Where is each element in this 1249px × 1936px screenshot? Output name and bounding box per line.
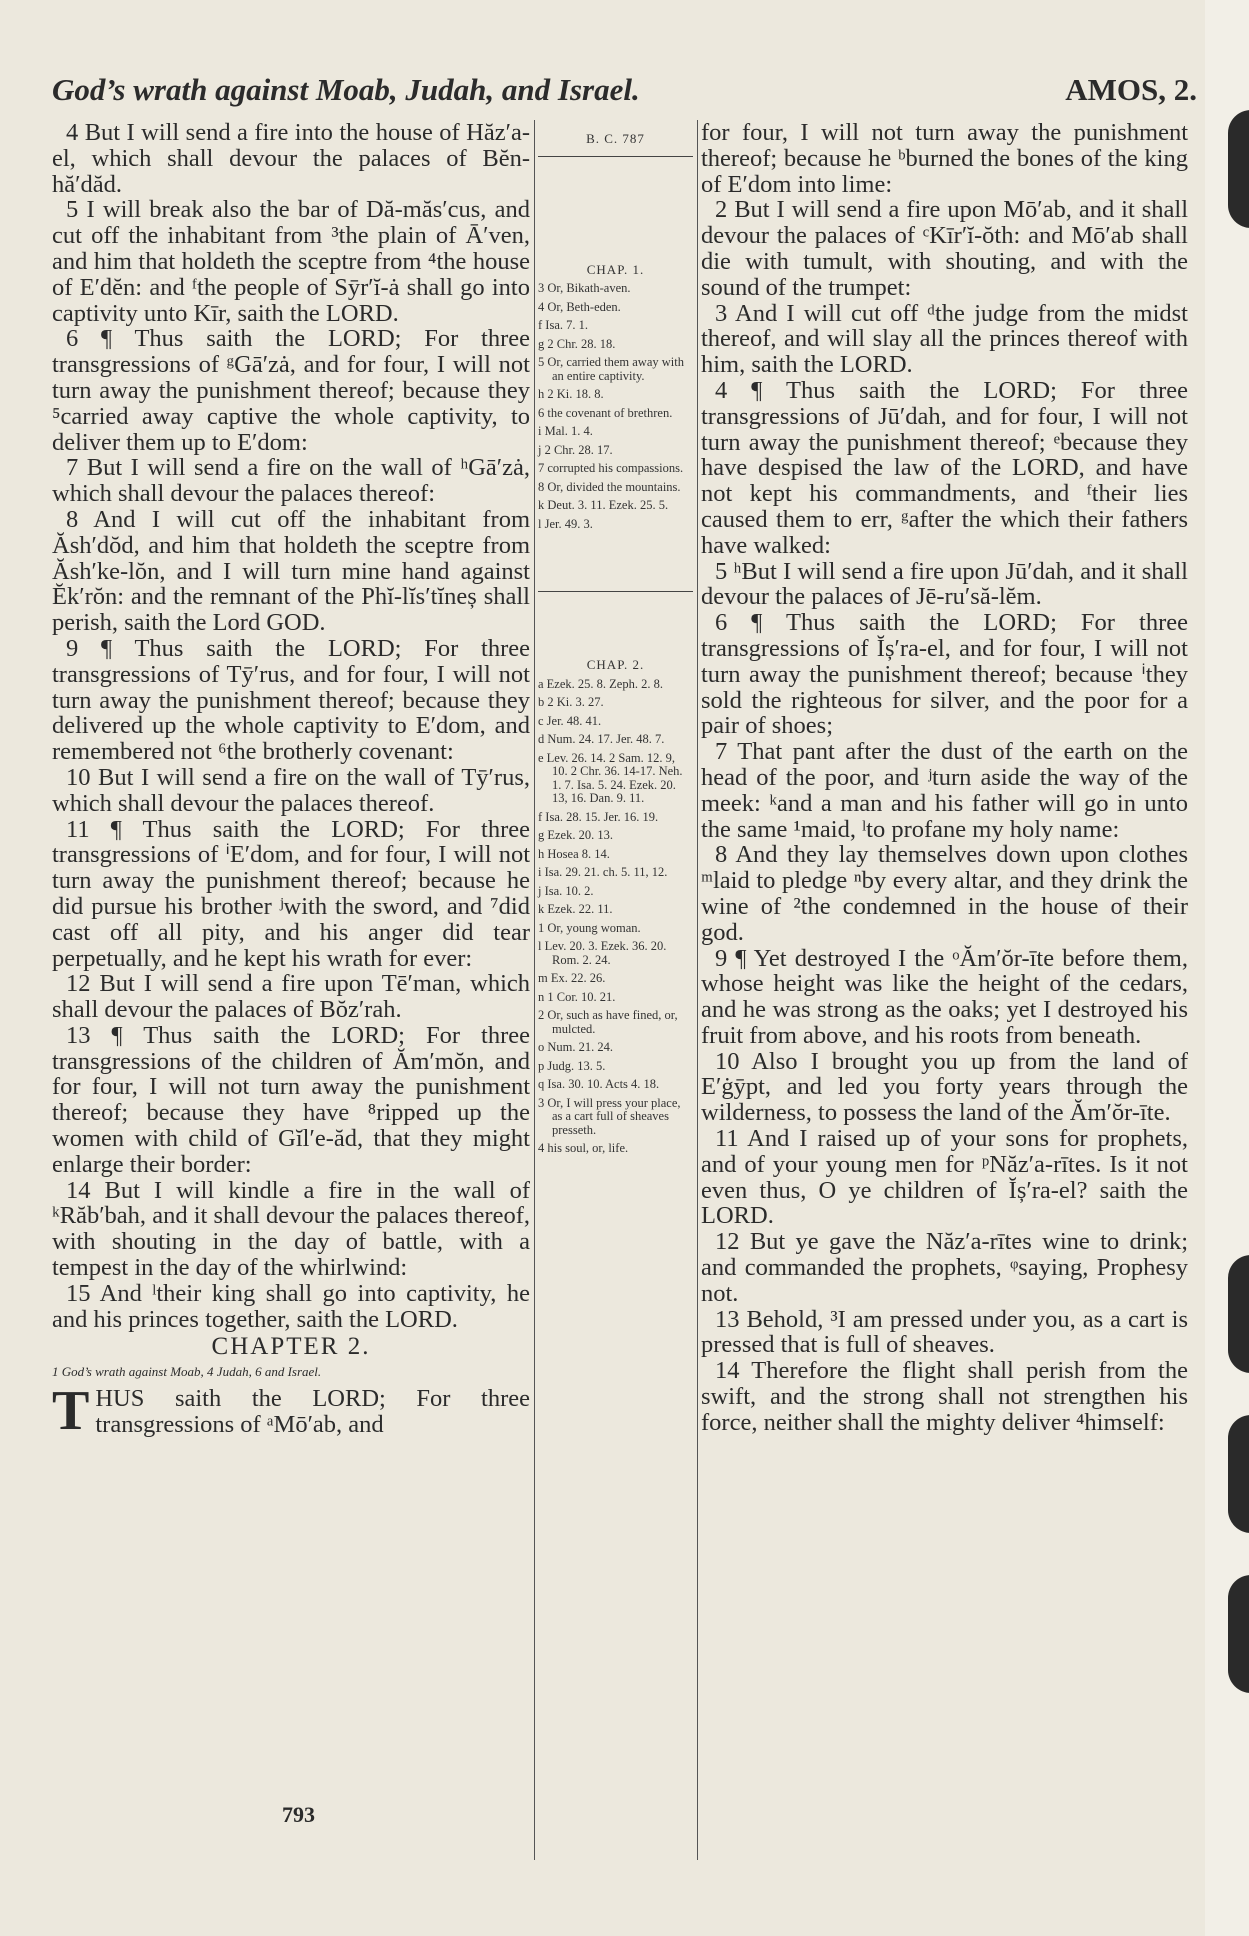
thumb-index-tab[interactable]	[1228, 1575, 1249, 1693]
verse: 15 And ˡtheir king shall go into captivity, he and his princes together, saith the LORD.	[52, 1279, 530, 1333]
marginal-note: 4 his soul, or, life.	[538, 1141, 629, 1155]
verse: 9 ¶ Yet destroyed I the ᵒĂm′ŏr-īte before them, whose height was like the height of the cedars, and he was strong as the oaks; yet I destroyed his fruit from above, and his roots from beneath.	[701, 944, 1188, 1049]
verse: 13 Behold, ³I am pressed under you, as a cart is pressed that is full of sheaves.	[701, 1305, 1188, 1359]
marginal-note: i Mal. 1. 4.	[538, 424, 593, 438]
column-rule	[534, 120, 535, 1860]
marginal-note: j 2 Chr. 28. 17.	[538, 442, 613, 457]
verse: 11 ¶ Thus saith the LORD; For three transgressions of ⁱE′dom, and for four, I will not turn away the punishment thereof; because he did pursue his brother ʲwith the sword, and ⁷did cast off all pity, and his anger did tear perpetually, and he kept his wrath for ever:	[52, 815, 530, 972]
thumb-index-tab[interactable]	[1228, 110, 1249, 228]
chapter-summary: 1 God’s wrath against Moab, 4 Judah, 6 and Israel.	[52, 1364, 322, 1380]
verse: 7 But I will send a fire on the wall of ʰGā′zȧ, which shall devour the palaces thereof:	[52, 454, 530, 508]
chap2-notes	[538, 678, 693, 1156]
thumb-index-tab[interactable]	[1228, 1255, 1249, 1373]
marginal-note: 6 the covenant of brethren.	[538, 405, 673, 420]
marginal-note: h Hosea 8. 14.	[538, 846, 610, 861]
chapter-heading: CHAPTER 2.	[211, 1333, 371, 1361]
verse: 4 ¶ Thus saith the LORD; For three transgressions of Jū′dah, and for four, I will not turn away the punishment thereof; ᵉbecause they have despised the law of the LORD, and have not kept his commandments, and ᶠtheir lies caused them to err, ᵍafter the which their fathers have walked:	[701, 376, 1188, 559]
thumb-index-tab[interactable]	[1228, 1415, 1249, 1533]
verse: 2 But I will send a fire upon Mō′ab, and it shall devour the palaces of ᶜKīr′ĭ-ŏth: and Mō′ab shall die with tumult, with shouting, and with the sound of the trumpet:	[701, 196, 1188, 301]
book-chapter: AMOS, 2.	[1065, 72, 1197, 107]
marginal-note: d Num. 24. 17. Jer. 48. 7.	[538, 732, 665, 746]
marginal-note: q Isa. 30. 10. Acts 4. 18.	[538, 1077, 660, 1091]
verse: 6 ¶ Thus saith the LORD; For three transgressions of ᵍGā′zȧ, and for four, I will not turn away the punishment thereof; because they ⁵carried away captive the whole captivity, to deliver them up to E′dom:	[52, 325, 530, 456]
chap1-notes	[538, 282, 693, 531]
column-rule	[697, 120, 698, 1860]
margin-divider	[538, 156, 693, 157]
verse: 4 But I will send a fire into the house of Hăz′a-el, which shall devour the palaces of Bĕn-hă′dăd.	[52, 120, 530, 198]
verse: 8 And they lay themselves down upon clothes ᵐlaid to pledge ⁿby every altar, and they drink the wine of ²the condemned in the house of their god.	[701, 841, 1188, 946]
marginal-note: g 2 Chr. 28. 18.	[538, 336, 616, 351]
verse: 12 But ye gave the Năz′a-rītes wine to drink; and commanded the prophets, ᵠsaying, Prophesy not.	[701, 1228, 1188, 1307]
marginal-note: 3 Or, Bikath-aven.	[538, 281, 631, 295]
verse: 10 But I will send a fire on the wall of Tȳ′rus, which shall devour the palaces thereof.	[52, 763, 530, 817]
verse-1	[52, 1380, 530, 1443]
marginal-note: e Lev. 26. 14. 2 Sam. 12. 9, 10. 2 Chr. 36. 14-17. Neh. 1. 7. Isa. 5. 24. Ezek. 20. 13, 16. Dan. 9. 11.	[538, 750, 683, 805]
page-number: 793	[282, 1802, 315, 1827]
marginal-note: c Jer. 48. 41.	[538, 713, 602, 728]
marginal-note: l Jer. 49. 3.	[538, 516, 593, 531]
running-header	[52, 72, 1197, 112]
verse-1-text: HUS saith the LORD; For three transgressions of ᵃMō′ab, and	[95, 1385, 530, 1439]
text-column-right	[701, 120, 1188, 1880]
verse: 10 Also I brought you up from the land of E′ġȳpt, and led you forty years through the wilderness, to possess the land of the Ăm′ŏr-īte.	[701, 1047, 1188, 1127]
verse: 3 And I will cut off ᵈthe judge from the midst thereof, and will slay all the princes thereof with him, saith the LORD.	[701, 299, 1188, 379]
verse: for four, I will not turn away the punishment thereof; because he ᵇburned the bones of the king of E′dom into lime:	[701, 120, 1188, 198]
marginal-references	[538, 120, 693, 1840]
verse: 12 But I will send a fire upon Tē′man, which shall devour the palaces of Bŏz′rah.	[52, 970, 530, 1024]
marginal-note: f Isa. 28. 15. Jer. 16. 19.	[538, 809, 659, 824]
chap1-label: CHAP. 1.	[586, 261, 645, 277]
marginal-note: o Num. 21. 24.	[538, 1040, 613, 1054]
verse: 8 And I will cut off the inhabitant from Ăsh′dŏd, and him that holdeth the sceptre from Ăsh′ke-lŏn, and I will turn mine hand against Ĕk′rŏn: and the remnant of the Phĭ-lĭs′tĭneș shall perish, saith the Lord GOD.	[52, 505, 530, 637]
verse: 14 Therefore the flight shall perish from the swift, and the strong shall not strengthen his force, neither shall the mighty deliver ⁴himself:	[701, 1357, 1188, 1436]
era-date: B. C. 787	[586, 131, 645, 146]
marginal-note: f Isa. 7. 1.	[538, 318, 588, 332]
drop-cap: T	[52, 1380, 90, 1443]
marginal-note: m Ex. 22. 26.	[538, 971, 606, 985]
marginal-note: h 2 Ki. 18. 8.	[538, 387, 604, 401]
marginal-note: k Deut. 3. 11. Ezek. 25. 5.	[538, 498, 669, 512]
marginal-note: a Ezek. 25. 8. Zeph. 2. 8.	[538, 676, 663, 691]
marginal-note: b 2 Ki. 3. 27.	[538, 695, 604, 709]
marginal-note: k Ezek. 22. 11.	[538, 902, 613, 916]
marginal-note: 4 Or, Beth-eden.	[538, 299, 621, 314]
marginal-note: p Judg. 13. 5.	[538, 1058, 606, 1073]
verse: 5 I will break also the bar of Dă-măs′cus, and cut off the inhabitant from ³the plain of Ā′ven, and him that holdeth the sceptre from ⁴the house of E′dĕn: and ᶠthe people of Sȳr′ĭ-ȧ shall go into captivity unto Kīr, saith the LORD.	[52, 196, 530, 327]
verse: 13 ¶ Thus saith the LORD; For three transgressions of the children of Ăm′mŏn, and for four, I will not turn away the punishment thereof; because they have ⁸ripped up the women with child of Gĭl′e-ăd, that they might enlarge their border:	[52, 1021, 530, 1178]
text-column-left	[52, 120, 530, 1760]
marginal-note: j Isa. 10. 2.	[538, 883, 594, 898]
marginal-note: 2 Or, such as have fined, or, mulcted.	[538, 1008, 678, 1036]
verse: 14 But I will kindle a fire in the wall of ᵏRăb′bah, and it shall devour the palaces thereof, with shouting in the day of battle, with a tempest in the day of the whirlwind:	[52, 1176, 530, 1282]
marginal-note: l Lev. 20. 3. Ezek. 36. 20. Rom. 2. 24.	[538, 939, 667, 967]
marginal-note: n 1 Cor. 10. 21.	[538, 989, 616, 1004]
marginal-note: 8 Or, divided the mountains.	[538, 479, 681, 494]
margin-divider	[538, 591, 693, 592]
verse: 6 ¶ Thus saith the LORD; For three transgressions of Ĭș′ra-el, and for four, I will not turn away the punishment thereof; because ⁱthey sold the righteous for silver, and the poor for a pair of shoes;	[701, 609, 1188, 740]
marginal-note: 1 Or, young woman.	[538, 920, 641, 935]
marginal-note: g Ezek. 20. 13.	[538, 828, 613, 842]
verse: 9 ¶ Thus saith the LORD; For three transgressions of Tȳ′rus, and for four, I will not turn away the punishment thereof; because they delivered up the whole captivity to E′dom, and remembered not ⁶the brotherly covenant:	[52, 634, 530, 766]
marginal-note: 5 Or, carried them away with an entire captivity.	[538, 355, 684, 383]
verse: 5 ʰBut I will send a fire upon Jū′dah, and it shall devour the palaces of Jē-ru′să-lĕm.	[701, 557, 1188, 611]
marginal-note: i Isa. 29. 21. ch. 5. 11, 12.	[538, 865, 668, 879]
marginal-note: 7 corrupted his compassions.	[538, 461, 684, 475]
verse: 7 That pant after the dust of the earth on the head of the poor, and ʲturn aside the way of the meek: ᵏand a man and his father will go in unto the same ¹maid, ˡto profane my holy name:	[701, 738, 1188, 843]
running-title: God’s wrath against Moab, Judah, and Israel.	[52, 72, 640, 107]
chap2-label: CHAP. 2.	[586, 657, 645, 672]
verse: 11 And I raised up of your sons for prophets, and of your young men for ᵖNăz′a-rītes. Is it not even thus, O ye children of Ĭș′ra-el? saith the LORD.	[701, 1125, 1188, 1230]
marginal-note: 3 Or, I will press your place, as a cart full of sheaves presseth.	[538, 1095, 681, 1137]
